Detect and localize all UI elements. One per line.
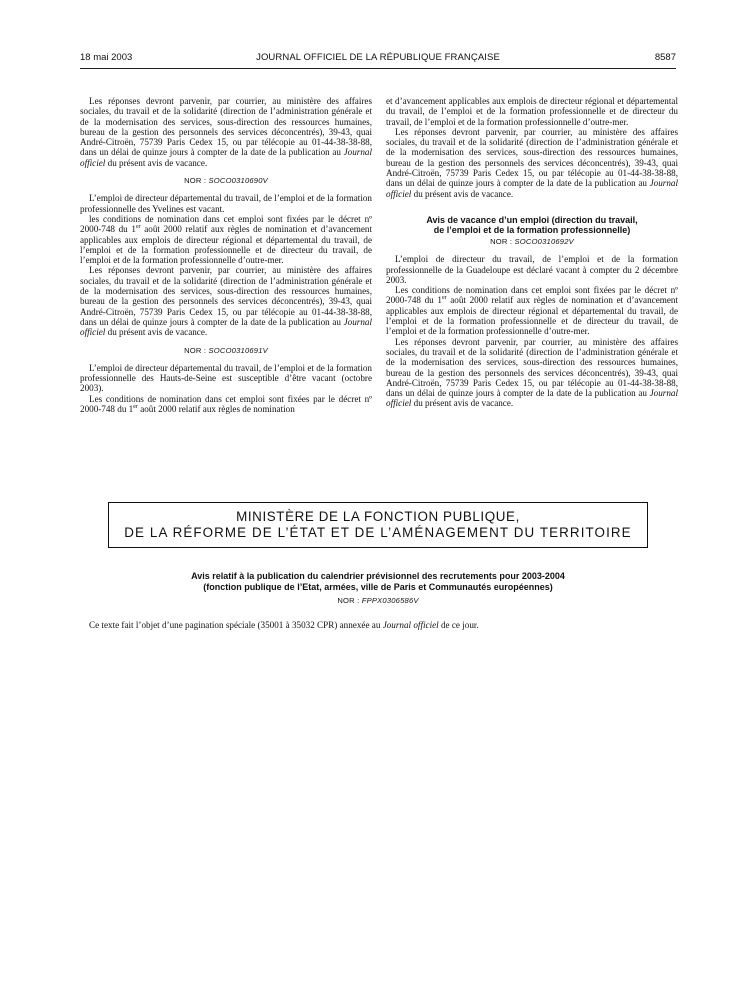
paragraph: et d’avancement applicables aux emplois de directeur régional et départemental du travail, de l’emploi et de la formation professionnelle et de directeur du travail, de l’emploi et de la formation professionnelle d’outre-mer. bbox=[386, 96, 678, 127]
paragraph: L’emploi de directeur départemental du travail, de l’emploi et de la formation professionnelle des Hauts-de-Seine est susceptible d’être vacant (octobre 2003). bbox=[80, 362, 372, 394]
page-header bbox=[80, 52, 676, 66]
ministry-line-1: MINISTÈRE DE LA FONCTION PUBLIQUE, bbox=[236, 509, 520, 524]
paragraph: L’emploi de directeur du travail, de l’emploi et de la formation professionnelle de la Guadeloupe est déclaré vacant à compter du 2 décembre 2003. bbox=[386, 254, 678, 285]
paragraph: les conditions de nomination dans cet emploi sont fixées par le décret nº 2000-748 du 1er août 2000 relatif aux règles de nomination et d’avancement applicables aux emplois de directeur régional et départemental du travail, de l’emploi et de la formation professionnelle et de directeur du travail, de l’emploi et de la formation professionnelle d’outre-mer. bbox=[80, 213, 372, 266]
header-rule bbox=[80, 68, 676, 69]
ministry-line-2: DE LA RÉFORME DE L’ÉTAT ET DE L’AMÉNAGEMENT DU TERRITOIRE bbox=[124, 525, 632, 540]
paragraph: L’emploi de directeur départemental du travail, de l’emploi et de la formation professionnelle des Yvelines est vacant. bbox=[80, 193, 372, 214]
paragraph: Les conditions de nomination dans cet emploi sont fixées par le décret nº 2000-748 du 1er août 2000 relatif aux règles de nomination et d’avancement applicables aux emplois de directeur régional et départemental du travail, de l’emploi et de la formation professionnelle et de directeur du travail, de l’emploi et de la formation professionnelle d’outre-mer. bbox=[386, 285, 678, 337]
paragraph: Les réponses devront parvenir, par courrier, au ministère des affaires sociales, du travail et de la solidarité (direction de l’administration générale et de la modernisation des services, sous-direction des ressources humaines, bureau de la gestion des personnels des services déconcentrés), 39-43, quai André-Citroën, 75739 Paris Cedex 15, ou par télécopie au 01-44-38-38-88, dans un délai de quinze jours à compter de la date de la publication au Journal officiel du présent avis de vacance. bbox=[386, 126, 679, 199]
left-column bbox=[80, 96, 372, 414]
nor-reference: NOR : SOCO0310691V bbox=[184, 345, 268, 355]
notice-title: Avis relatif à la publication du calendrier prévisionnel des recrutements pour 2003-2004 (fonction publique de l’Etat, armées, ville de Paris et Communautés européennes) bbox=[191, 571, 565, 592]
header-journal-title: JOURNAL OFFICIEL DE LA RÉPUBLIQUE FRANÇAISE bbox=[256, 52, 500, 63]
paragraph: Les conditions de nomination dans cet emploi sont fixées par le décret nº 2000-748 du 1er août 2000 relatif aux règles de nomination bbox=[80, 393, 372, 415]
nor-reference: NOR : SOCO0310690V bbox=[184, 176, 268, 186]
right-column bbox=[386, 96, 678, 409]
header-page-number: 8587 bbox=[654, 52, 676, 63]
ministry-heading-box bbox=[108, 502, 648, 548]
header-date: 18 mai 2003 bbox=[80, 52, 133, 63]
paragraph: Les réponses devront parvenir, par courrier, au ministère des affaires sociales, du travail et de la solidarité (direction de l’administration générale et de la modernisation des services, sous-direction des ressources humaines, bureau de la gestion des personnels des services déconcentrés), 39-43, quai André-Citroën, 75739 Paris Cedex 15, ou par télécopie au 01-44-38-38-88, dans un délai de quinze jours à compter de la date de la publication au Journal officiel du présent avis de vacance. bbox=[80, 96, 373, 168]
nor-reference: NOR : SOCO0310692V bbox=[490, 236, 574, 246]
paragraph: Les réponses devront parvenir, par courrier, au ministère des affaires sociales, du travail et de la solidarité (direction de l’administration générale et de la modernisation des services, sous-direction des ressources humaines, bureau de la gestion des personnels des services déconcentrés), 39-43, quai André-Citroën, 75739 Paris Cedex 15, ou par télécopie au 01-44-38-38-88, dans un délai de quinze jours à compter de la date de la publication au Journal officiel du présent avis de vacance. bbox=[386, 336, 679, 409]
paragraph: Les réponses devront parvenir, par courrier, au ministère des affaires sociales, du travail et de la solidarité (direction de l’administration générale et de la modernisation des services, sous-direction des ressources humaines, bureau de la gestion des personnels des services déconcentrés), 39-43, quai André-Citroën, 75739 Paris Cedex 15, ou par télécopie au 01-44-38-38-88, dans un délai de quinze jours à compter de la date de la publication au Journal officiel du présent avis de vacance. bbox=[80, 265, 373, 338]
notice-title: Avis de vacance d’un emploi (direction du travail, de l’emploi et de la formation professionnelle) bbox=[426, 214, 638, 236]
paragraph: Ce texte fait l’objet d’une pagination spéciale (35001 à 35032 CPR) annexée au Journal officiel de ce jour. bbox=[89, 620, 479, 630]
nor-reference: NOR : FPPX0306586V bbox=[337, 596, 419, 605]
